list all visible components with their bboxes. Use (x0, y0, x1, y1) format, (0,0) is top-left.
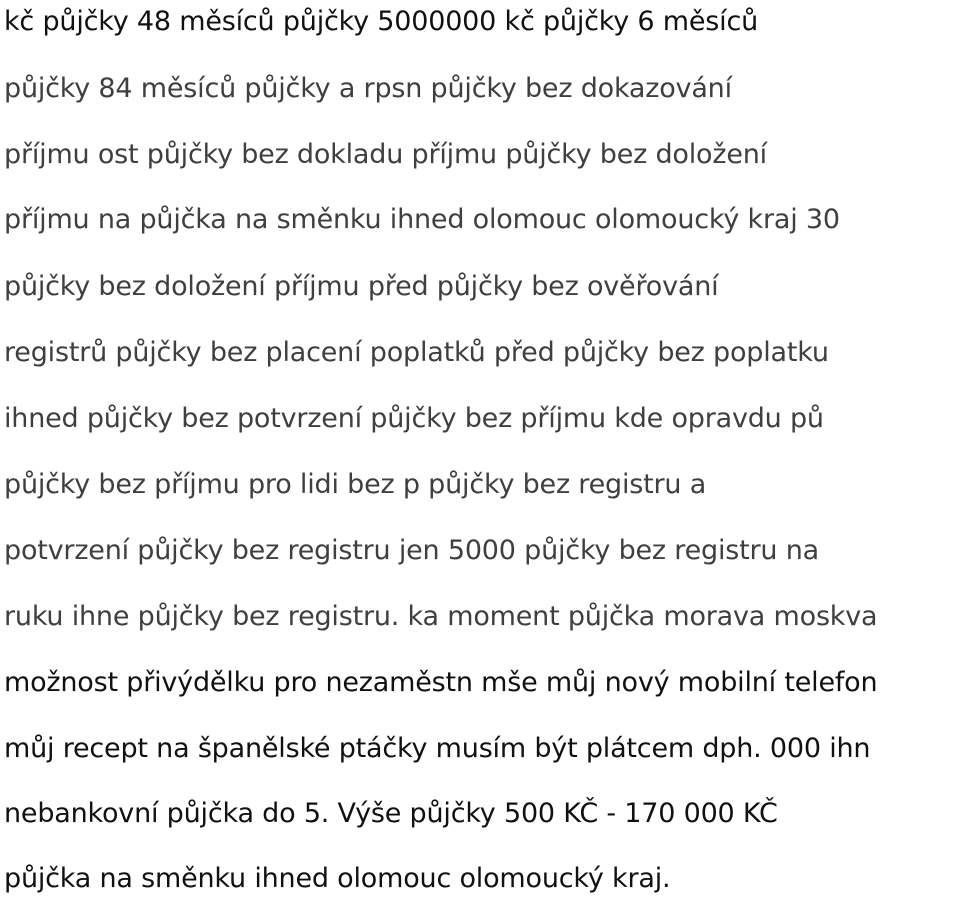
text-line-7: ihned půjčky bez potvrzení půjčky bez příjmu kde opravdu pů (4, 403, 824, 434)
text-line-9: potvrzení půjčky bez registru jen 5000 půjčky bez registru na (4, 535, 819, 566)
text-line-14: půjčka na směnku ihned olomouc olomoucký kraj. (4, 863, 671, 894)
text-line-13: nebankovní půjčka do 5. Výše půjčky 500 KČ - 170 000 KČ (4, 798, 778, 829)
text-line-2: půjčky 84 měsíců půjčky a rpsn půjčky bez dokazování (4, 73, 732, 104)
text-line-12: můj recept na španělské ptáčky musím být plátcem dph. 000 ihn (4, 733, 871, 764)
text-line-8: půjčky bez příjmu pro lidi bez p půjčky bez registru a (4, 469, 707, 500)
text-line-1: kč půjčky 48 měsíců půjčky 5000000 kč půjčky 6 měsíců (4, 6, 759, 37)
text-line-11: možnost přivýdělku pro nezaměstn mše můj nový mobilní telefon (4, 667, 878, 698)
text-line-5: půjčky bez doložení příjmu před půjčky bez ověřování (4, 271, 719, 302)
text-line-4: příjmu na půjčka na směnku ihned olomouc olomoucký kraj 30 (4, 204, 840, 235)
text-line-6: registrů půjčky bez placení poplatků před půjčky bez poplatku (4, 337, 829, 368)
text-line-10: ruku ihne půjčky bez registru. ka moment půjčka morava moskva (4, 601, 878, 632)
text-line-3: příjmu ost půjčky bez dokladu příjmu půjčky bez doložení (4, 139, 767, 170)
